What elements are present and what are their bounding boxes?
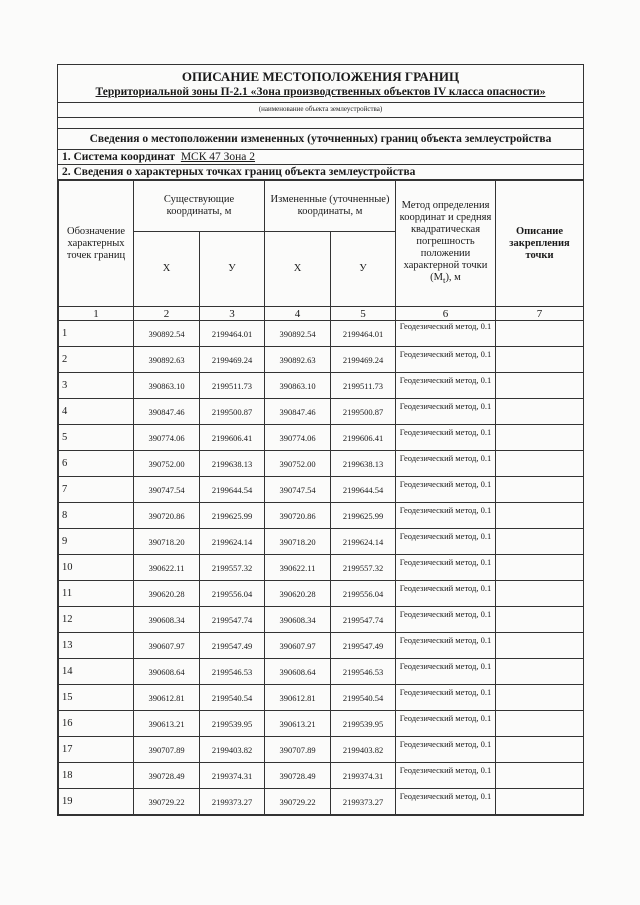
points-table [58, 180, 584, 815]
method-cell: Геодезический метод, 0.1 [396, 399, 496, 425]
changed-x: 390847.46 [265, 399, 331, 425]
existing-y: 2199464.01 [200, 321, 265, 347]
header-y-changed: У [331, 232, 396, 307]
changed-x: 390707.89 [265, 737, 331, 763]
column-number: 6 [396, 307, 496, 321]
changed-x: 390620.28 [265, 581, 331, 607]
method-cell: Геодезический метод, 0.1 [396, 789, 496, 815]
method-cell: Геодезический метод, 0.1 [396, 581, 496, 607]
existing-x: 390607.97 [134, 633, 200, 659]
existing-y: 2199557.32 [200, 555, 265, 581]
changed-y: 2199638.13 [331, 451, 396, 477]
existing-y: 2199539.95 [200, 711, 265, 737]
changed-y: 2199547.74 [331, 607, 396, 633]
header-x-existing: X [134, 232, 200, 307]
header-method-tail: ), м [445, 272, 461, 284]
coordinate-system-label: 1. Система координат [62, 151, 176, 163]
coordinate-system-row [58, 150, 583, 165]
point-number: 2 [59, 347, 134, 373]
existing-x: 390728.49 [134, 763, 200, 789]
column-number: 3 [200, 307, 265, 321]
point-number: 6 [59, 451, 134, 477]
changed-x: 390612.81 [265, 685, 331, 711]
table-row [59, 399, 584, 425]
table-row [59, 607, 584, 633]
table-row [59, 451, 584, 477]
point-number: 9 [59, 529, 134, 555]
existing-y: 2199606.41 [200, 425, 265, 451]
existing-y: 2199374.31 [200, 763, 265, 789]
table-row [59, 555, 584, 581]
method-cell: Геодезический метод, 0.1 [396, 321, 496, 347]
changed-x: 390892.63 [265, 347, 331, 373]
method-cell: Геодезический метод, 0.1 [396, 737, 496, 763]
object-name [58, 85, 583, 102]
column-number: 1 [59, 307, 134, 321]
description-cell [496, 633, 584, 659]
existing-y: 2199511.73 [200, 373, 265, 399]
existing-y: 2199403.82 [200, 737, 265, 763]
description-cell [496, 347, 584, 373]
description-cell [496, 789, 584, 815]
existing-x: 390608.64 [134, 659, 200, 685]
changed-x: 390608.64 [265, 659, 331, 685]
changed-x: 390608.34 [265, 607, 331, 633]
method-cell: Геодезический метод, 0.1 [396, 503, 496, 529]
changed-x: 390720.86 [265, 503, 331, 529]
table-row [59, 659, 584, 685]
header-changed-coords: Измененные (уточненные) координаты, м [265, 181, 396, 232]
column-number: 4 [265, 307, 331, 321]
point-number: 14 [59, 659, 134, 685]
changed-x: 390622.11 [265, 555, 331, 581]
object-name-text: Территориальной зоны П-2.1 «Зона производственных объектов IV класса опасности» [95, 86, 546, 98]
changed-y: 2199373.27 [331, 789, 396, 815]
points-section-label: 2. Сведения о характерных точках границ объекта землеустройства [58, 165, 583, 180]
method-cell: Геодезический метод, 0.1 [396, 607, 496, 633]
method-cell: Геодезический метод, 0.1 [396, 685, 496, 711]
changed-y: 2199625.99 [331, 503, 396, 529]
changed-y: 2199644.54 [331, 477, 396, 503]
header-x-changed: X [265, 232, 331, 307]
existing-x: 390718.20 [134, 529, 200, 555]
table-row [59, 503, 584, 529]
changed-y: 2199556.04 [331, 581, 396, 607]
point-number: 1 [59, 321, 134, 347]
header-method-subscript: t [443, 275, 446, 286]
existing-x: 390847.46 [134, 399, 200, 425]
changed-y: 2199546.53 [331, 659, 396, 685]
point-number: 5 [59, 425, 134, 451]
table-row [59, 685, 584, 711]
existing-x: 390707.89 [134, 737, 200, 763]
column-number: 7 [496, 307, 584, 321]
changed-x: 390892.54 [265, 321, 331, 347]
method-cell: Геодезический метод, 0.1 [396, 555, 496, 581]
method-cell: Геодезический метод, 0.1 [396, 347, 496, 373]
point-number: 15 [59, 685, 134, 711]
changed-y: 2199606.41 [331, 425, 396, 451]
changed-x: 390729.22 [265, 789, 331, 815]
existing-y: 2199556.04 [200, 581, 265, 607]
changed-y: 2199469.24 [331, 347, 396, 373]
existing-x: 390620.28 [134, 581, 200, 607]
changed-y: 2199374.31 [331, 763, 396, 789]
existing-y: 2199547.74 [200, 607, 265, 633]
header-method-text: Метод определения координат и средняя квадратическая погрешность положении характерной точки (М [399, 200, 492, 284]
existing-x: 390747.54 [134, 477, 200, 503]
existing-x: 390892.63 [134, 347, 200, 373]
point-number: 4 [59, 399, 134, 425]
existing-y: 2199624.14 [200, 529, 265, 555]
point-number: 19 [59, 789, 134, 815]
method-cell: Геодезический метод, 0.1 [396, 711, 496, 737]
point-number: 8 [59, 503, 134, 529]
method-cell: Геодезический метод, 0.1 [396, 373, 496, 399]
changed-y: 2199539.95 [331, 711, 396, 737]
existing-x: 390752.00 [134, 451, 200, 477]
header-method [396, 181, 496, 307]
changed-x: 390747.54 [265, 477, 331, 503]
column-numbers-row [59, 307, 584, 321]
table-row [59, 477, 584, 503]
changed-y: 2199511.73 [331, 373, 396, 399]
description-cell [496, 451, 584, 477]
description-cell [496, 399, 584, 425]
changed-y: 2199500.87 [331, 399, 396, 425]
description-cell [496, 373, 584, 399]
existing-x: 390774.06 [134, 425, 200, 451]
existing-y: 2199500.87 [200, 399, 265, 425]
existing-x: 390612.81 [134, 685, 200, 711]
description-cell [496, 321, 584, 347]
header-existing-coords: Существующие координаты, м [134, 181, 265, 232]
table-row [59, 633, 584, 659]
table-row [59, 347, 584, 373]
description-cell [496, 659, 584, 685]
section-title: Сведения о местоположении измененных (уточненных) границ объекта землеустройства [58, 129, 583, 150]
description-cell [496, 503, 584, 529]
points-table-body [59, 321, 584, 815]
method-cell: Геодезический метод, 0.1 [396, 633, 496, 659]
existing-y: 2199625.99 [200, 503, 265, 529]
boundary-description-document [57, 64, 584, 816]
changed-y: 2199624.14 [331, 529, 396, 555]
method-cell: Геодезический метод, 0.1 [396, 659, 496, 685]
table-row [59, 321, 584, 347]
existing-x: 390608.34 [134, 607, 200, 633]
existing-y: 2199638.13 [200, 451, 265, 477]
table-row [59, 581, 584, 607]
coordinate-system-value: МСК 47 Зона 2 [180, 151, 256, 163]
changed-x: 390863.10 [265, 373, 331, 399]
header-description: Описание закрепления точки [496, 181, 584, 307]
changed-x: 390728.49 [265, 763, 331, 789]
point-number: 18 [59, 763, 134, 789]
spacer-row [58, 118, 583, 129]
description-cell [496, 763, 584, 789]
description-cell [496, 711, 584, 737]
method-cell: Геодезический метод, 0.1 [396, 425, 496, 451]
point-number: 17 [59, 737, 134, 763]
changed-x: 390752.00 [265, 451, 331, 477]
existing-x: 390729.22 [134, 789, 200, 815]
point-number: 7 [59, 477, 134, 503]
point-number: 12 [59, 607, 134, 633]
point-number: 16 [59, 711, 134, 737]
description-cell [496, 581, 584, 607]
object-name-hint: (наименование объекта землеустройства) [58, 103, 583, 118]
table-row [59, 737, 584, 763]
point-number: 10 [59, 555, 134, 581]
changed-y: 2199547.49 [331, 633, 396, 659]
changed-x: 390613.21 [265, 711, 331, 737]
changed-x: 390718.20 [265, 529, 331, 555]
description-cell [496, 685, 584, 711]
column-number: 2 [134, 307, 200, 321]
existing-y: 2199644.54 [200, 477, 265, 503]
description-cell [496, 607, 584, 633]
method-cell: Геодезический метод, 0.1 [396, 477, 496, 503]
description-cell [496, 425, 584, 451]
existing-x: 390863.10 [134, 373, 200, 399]
description-cell [496, 477, 584, 503]
changed-y: 2199464.01 [331, 321, 396, 347]
description-cell [496, 737, 584, 763]
existing-y: 2199373.27 [200, 789, 265, 815]
point-number: 11 [59, 581, 134, 607]
description-cell [496, 555, 584, 581]
method-cell: Геодезический метод, 0.1 [396, 529, 496, 555]
changed-y: 2199403.82 [331, 737, 396, 763]
existing-x: 390720.86 [134, 503, 200, 529]
existing-y: 2199469.24 [200, 347, 265, 373]
table-row [59, 425, 584, 451]
description-cell [496, 529, 584, 555]
column-number: 5 [331, 307, 396, 321]
existing-x: 390613.21 [134, 711, 200, 737]
point-number: 3 [59, 373, 134, 399]
header-point-designation: Обозначение характерных точек границ [59, 181, 134, 307]
document-title: ОПИСАНИЕ МЕСТОПОЛОЖЕНИЯ ГРАНИЦ [181, 69, 460, 84]
table-row [59, 763, 584, 789]
method-cell: Геодезический метод, 0.1 [396, 451, 496, 477]
existing-x: 390892.54 [134, 321, 200, 347]
existing-y: 2199547.49 [200, 633, 265, 659]
table-row [59, 373, 584, 399]
table-row [59, 789, 584, 815]
table-row [59, 529, 584, 555]
table-row [59, 711, 584, 737]
changed-y: 2199540.54 [331, 685, 396, 711]
existing-y: 2199540.54 [200, 685, 265, 711]
method-cell: Геодезический метод, 0.1 [396, 763, 496, 789]
document-header [58, 65, 583, 103]
header-y-existing: У [200, 232, 265, 307]
changed-x: 390607.97 [265, 633, 331, 659]
existing-x: 390622.11 [134, 555, 200, 581]
changed-y: 2199557.32 [331, 555, 396, 581]
point-number: 13 [59, 633, 134, 659]
existing-y: 2199546.53 [200, 659, 265, 685]
changed-x: 390774.06 [265, 425, 331, 451]
